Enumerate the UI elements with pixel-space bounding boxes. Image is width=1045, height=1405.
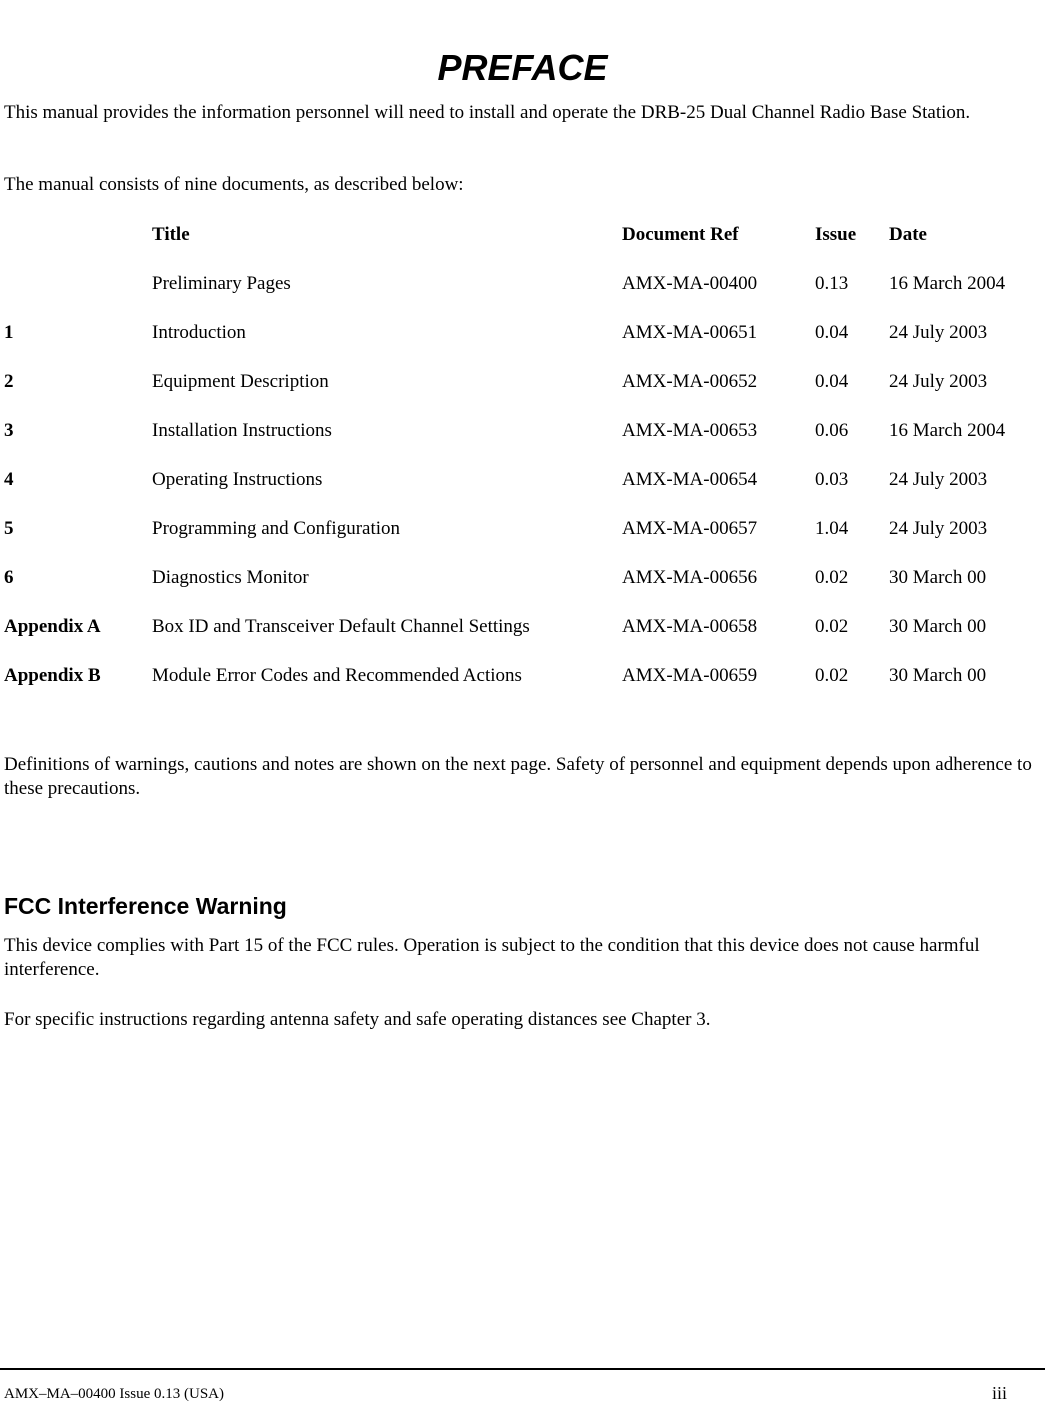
footer-page-number: iii [991, 1383, 1007, 1403]
row-date: 24 July 2003 [889, 469, 988, 490]
row-document-ref: AMX-MA-00656 [622, 567, 758, 588]
row-title: Installation Instructions [152, 420, 332, 441]
row-issue: 0.02 [815, 616, 849, 637]
row-issue: 0.06 [815, 420, 849, 441]
row-number: 1 [4, 322, 14, 343]
row-issue: 0.02 [815, 567, 849, 588]
table-row [4, 369, 1044, 418]
row-issue: 0.03 [815, 469, 849, 490]
header-document-ref: Document Ref [622, 224, 739, 245]
row-title: Box ID and Transceiver Default Channel Settings [152, 616, 530, 637]
header-title: Title [152, 224, 190, 245]
row-number: 5 [4, 518, 14, 539]
row-document-ref: AMX-MA-00652 [622, 371, 758, 392]
documents-intro: The manual consists of nine documents, as described below: [4, 174, 464, 195]
row-title: Introduction [152, 322, 246, 343]
antenna-note: For specific instructions regarding antenna safety and safe operating distances see Chapter 3. [4, 1009, 711, 1030]
footer-document-id: AMX–MA–00400 Issue 0.13 (USA) [4, 1386, 224, 1402]
row-issue: 0.02 [815, 665, 849, 686]
table-row [4, 320, 1044, 369]
intro-paragraph: This manual provides the information personnel will need to install and operate the DRB-25 Dual Channel Radio Base Station. [4, 102, 971, 123]
row-document-ref: AMX-MA-00653 [622, 420, 758, 441]
row-number: 2 [4, 371, 14, 392]
row-issue: 0.04 [815, 322, 849, 343]
row-document-ref: AMX-MA-00657 [622, 518, 758, 539]
table-row [4, 516, 1044, 565]
row-issue: 0.04 [815, 371, 849, 392]
row-document-ref: AMX-MA-00659 [622, 665, 758, 686]
row-date: 16 March 2004 [889, 273, 1006, 294]
table-row [4, 271, 1044, 320]
documents-table [4, 222, 1044, 712]
row-document-ref: AMX-MA-00651 [622, 322, 758, 343]
table-row [4, 565, 1044, 614]
row-title: Equipment Description [152, 371, 329, 392]
fcc-paragraph: This device complies with Part 15 of the FCC rules. Operation is subject to the condition that this device does not cause harmful interference. [4, 935, 980, 980]
row-date: 30 March 00 [889, 665, 987, 686]
table-row [4, 663, 1044, 712]
row-number: 3 [4, 420, 14, 441]
table-header-row [4, 222, 1044, 271]
page-title: PREFACE [437, 47, 608, 89]
row-number: Appendix A [4, 616, 101, 637]
row-title: Diagnostics Monitor [152, 567, 309, 588]
row-date: 24 July 2003 [889, 322, 988, 343]
definitions-paragraph: Definitions of warnings, cautions and notes are shown on the next page. Safety of personnel and equipment depends upon adherence to these precautions. [4, 754, 1032, 799]
row-date: 30 March 00 [889, 616, 987, 637]
row-date: 30 March 00 [889, 567, 987, 588]
fcc-section-heading: FCC Interference Warning [4, 893, 287, 919]
row-date: 16 March 2004 [889, 420, 1006, 441]
row-document-ref: AMX-MA-00658 [622, 616, 758, 637]
row-date: 24 July 2003 [889, 371, 988, 392]
row-document-ref: AMX-MA-00654 [622, 469, 758, 490]
row-number: 6 [4, 567, 14, 588]
table-row [4, 418, 1044, 467]
row-title: Module Error Codes and Recommended Actions [152, 665, 522, 686]
row-title: Programming and Configuration [152, 518, 401, 539]
row-title: Operating Instructions [152, 469, 323, 490]
header-issue: Issue [815, 224, 857, 245]
table-row [4, 614, 1044, 663]
footer-divider [0, 1368, 1045, 1370]
row-number: Appendix B [4, 665, 101, 686]
row-date: 24 July 2003 [889, 518, 988, 539]
table-row [4, 467, 1044, 516]
row-title: Preliminary Pages [152, 273, 291, 294]
row-issue: 0.13 [815, 273, 849, 294]
header-date: Date [889, 224, 927, 245]
row-number: 4 [4, 469, 14, 490]
row-document-ref: AMX-MA-00400 [622, 273, 758, 294]
row-issue: 1.04 [815, 518, 849, 539]
